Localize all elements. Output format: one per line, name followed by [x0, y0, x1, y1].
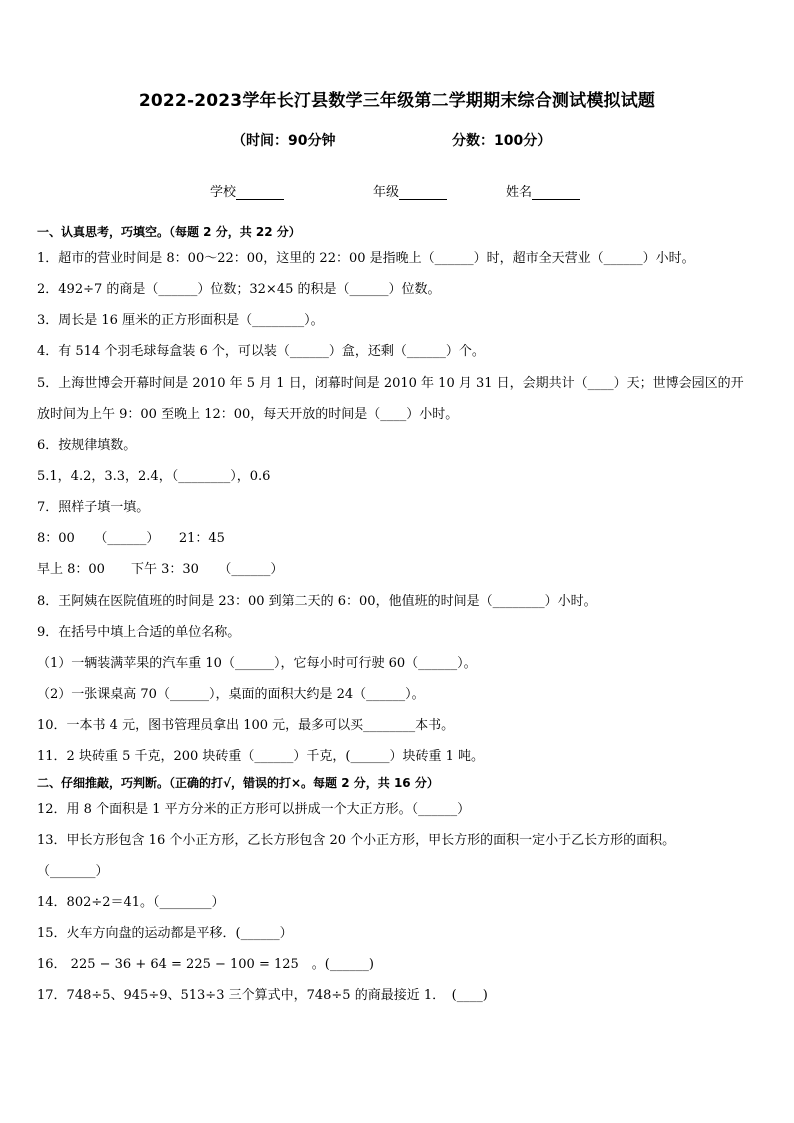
- grade-field[interactable]: [373, 181, 447, 200]
- question-6: 6．按规律填数。: [37, 438, 137, 453]
- name-blank[interactable]: [532, 186, 580, 200]
- grade-blank[interactable]: [399, 186, 447, 200]
- question-9: 9．在括号中填上合适的单位名称。: [37, 625, 241, 640]
- question-5-line-2: 放时间为上午 9：00 至晚上 12：00，每天开放的时间是（____）小时。: [37, 407, 459, 422]
- question-11: 11．2 块砖重 5 千克，200 块砖重（______）千克，(______）块砖重 1 吨。: [37, 749, 485, 764]
- question-1: 1．超市的营业时间是 8：00～22：00，这里的 22：00 是指晚上（______）时，超市全天营业（______）小时。: [37, 251, 695, 266]
- question-13: 13．甲长方形包含 16 个小正方形，乙长方形包含 20 个小正方形，甲长方形的面积一定小于乙长方形的面积。: [37, 833, 676, 848]
- school-field[interactable]: [210, 181, 284, 200]
- question-7-row-2: 早上 8：00 下午 3：30 （______）: [37, 562, 284, 577]
- question-4: 4．有 514 个羽毛球每盒装 6 个，可以装（______）盒，还剩（______）个。: [37, 344, 485, 359]
- name-label: 姓名: [506, 185, 533, 200]
- school-label: 学校: [210, 185, 237, 200]
- question-10: 10．一本书 4 元，图书管理员拿出 100 元，最多可以买________本书。: [37, 718, 455, 733]
- total-score: 分数：100分）: [452, 133, 552, 149]
- time-limit: （时间：90分钟: [232, 133, 336, 149]
- question-5-line-1: 5．上海世博会开幕时间是 2010 年 5 月 1 日，闭幕时间是 2010 年 10 月 31 日，会期共计（____）天；世博会园区的开: [37, 376, 744, 391]
- question-8: 8．王阿姨在医院值班的时间是 23：00 到第二天的 6：00，他值班的时间是（________）小时。: [37, 594, 597, 609]
- question-12: 12．用 8 个面积是 1 平方分米的正方形可以拼成一个大正方形。（______）: [37, 802, 471, 817]
- question-6-sequence: 5.1，4.2，3.3，2.4，（________），0.6: [37, 469, 271, 484]
- section-heading-judge: 二、仔细推敲，巧判断。（正确的打√，错误的打×。每题 2 分，共 16 分）: [37, 776, 439, 790]
- question-7-row-1: 8：00 （______） 21：45: [37, 531, 225, 546]
- question-7: 7．照样子填一填。: [37, 500, 150, 515]
- question-16: 16． 225 − 36 + 64 = 225 − 100 = 125 。(______): [37, 957, 374, 972]
- question-13-answer: （_______）: [37, 864, 109, 879]
- question-14: 14．802÷2＝41。（________）: [37, 895, 225, 910]
- question-2: 2．492÷7 的商是（______）位数；32×45 的积是（______）位数。: [37, 282, 441, 297]
- page-title: 2022-2023学年长汀县数学三年级第二学期期末综合测试模拟试题: [138, 91, 656, 111]
- grade-label: 年级: [373, 185, 400, 200]
- question-15: 15．火车方向盘的运动都是平移．(______）: [37, 926, 293, 941]
- question-17: 17．748÷5、945÷9、513÷3 三个算式中，748÷5 的商最接近 1． (____): [37, 988, 488, 1003]
- section-heading-fill-in: 一、认真思考，巧填空。（每题 2 分，共 22 分）: [37, 225, 301, 239]
- name-field[interactable]: [506, 181, 580, 200]
- question-9-part-2: （2）一张课桌高 70（______），桌面的面积大约是 24（______）。: [37, 687, 425, 702]
- question-3: 3．周长是 16 厘米的正方形面积是（________）。: [37, 313, 324, 328]
- school-blank[interactable]: [236, 186, 284, 200]
- question-9-part-1: （1）一辆装满苹果的汽车重 10（______），它每小时可行驶 60（______）。: [37, 656, 477, 671]
